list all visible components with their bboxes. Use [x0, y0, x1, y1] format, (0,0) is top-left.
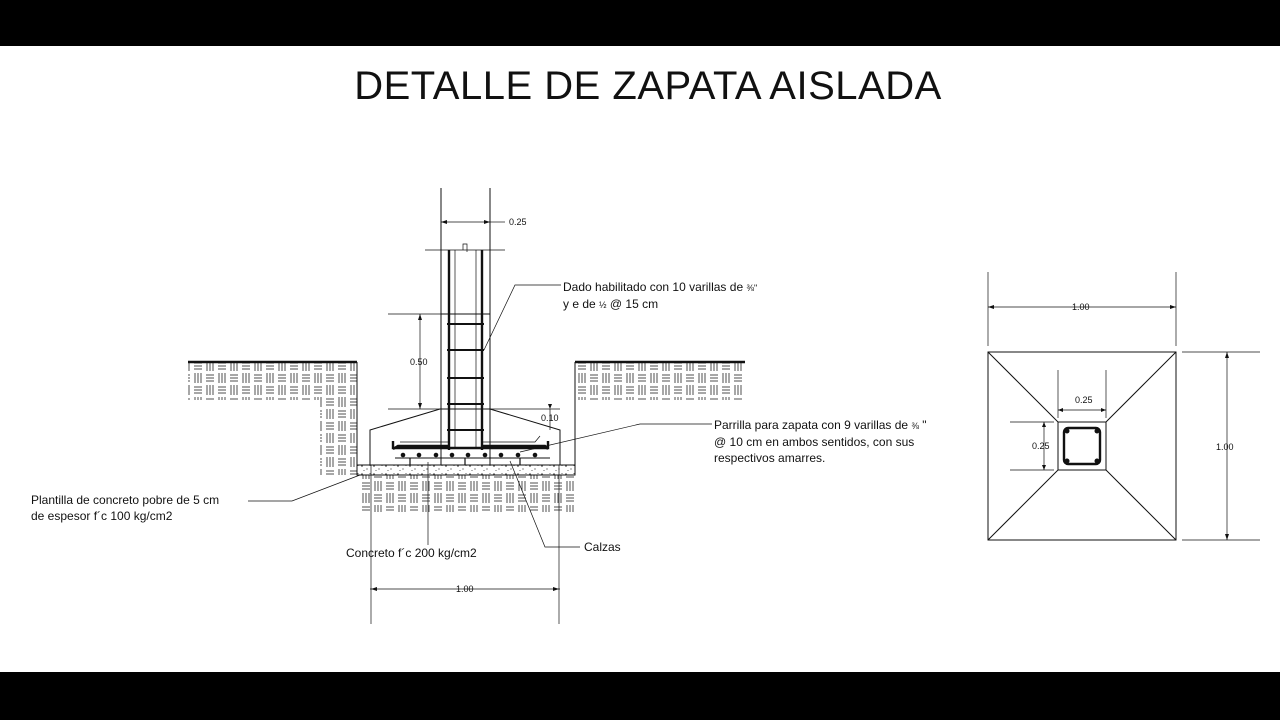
dim-footing-thickness: 0.10: [541, 413, 559, 423]
plan-column-rebar: [1064, 428, 1100, 464]
dim-plan-top-width: 1.00: [1072, 302, 1090, 312]
dim-dado-height: 0.50: [410, 357, 428, 367]
dim-column-width: 0.25: [509, 217, 527, 227]
note-parrilla: Parrilla para zapata con 9 varillas de ⅜ " @ 10 cm en ambos sentidos, con sus respectivos amarres.: [714, 418, 927, 465]
dim-plan-column-width: 0.25: [1075, 395, 1093, 405]
dim-plan-column-depth: 0.25: [1032, 441, 1050, 451]
plan-footing: [988, 352, 1176, 540]
note-dado: Dado habilitado con 10 varillas de ⅜" y e de ½ @ 15 cm: [563, 280, 758, 311]
note-concreto: Concreto f´c 200 kg/cm2: [346, 546, 477, 560]
drawing-title: DETALLE DE ZAPATA AISLADA: [354, 64, 942, 108]
note-plantilla: Plantilla de concreto pobre de 5 cm de espesor f´c 100 kg/cm2: [31, 493, 220, 523]
note-calzas: Calzas: [584, 540, 621, 554]
dim-footing-width: 1.00: [456, 584, 474, 594]
dim-plan-side-height: 1.00: [1216, 442, 1234, 452]
